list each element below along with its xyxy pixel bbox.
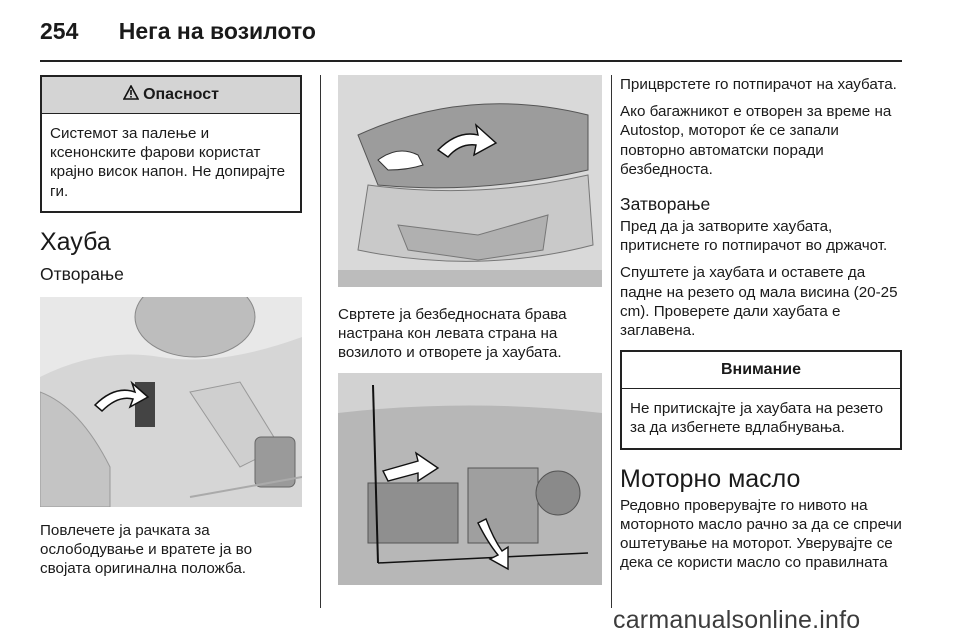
watermark: carmanualsonline.info — [613, 606, 861, 634]
notice-box-header — [622, 352, 900, 389]
header-rule — [40, 60, 902, 62]
col3-paragraph-2: Ако багажникот е отворен за време на Autostop, моторот ќе се запали повторно автоматски поради безбедноста. — [620, 103, 892, 178]
column-3 — [620, 75, 902, 580]
hood-open-illustration — [338, 75, 602, 287]
col2-caption: Свртете ја безбедносната брава настрана кон левата страна на возилото и отворете ја хаубата. — [338, 306, 567, 362]
page-header — [40, 18, 316, 48]
notice-box-title: Внимание — [721, 361, 801, 379]
danger-box-title: Опасност — [143, 86, 219, 103]
notice-box — [620, 350, 902, 449]
column-divider-1 — [320, 75, 321, 608]
oil-section-text: Редовно проверувајте го нивото на моторното масло рачно за да се спречи оштетување на моторот. Уверувајте се дека се користи масло со правилната — [620, 496, 902, 572]
section-title: Хауба — [40, 227, 111, 256]
page-number: 254 — [40, 18, 79, 44]
column-2 — [338, 75, 602, 585]
closing-title: Затворање — [620, 194, 711, 215]
release-lever-illustration — [40, 297, 302, 507]
danger-box — [40, 75, 302, 213]
danger-box-text: Системот за палење и ксенонските фарови користат крајно висок напон. Не допирајте ги. — [50, 125, 286, 200]
danger-box-header — [42, 77, 300, 114]
oil-section-title: Моторно масло — [620, 464, 801, 493]
col3-paragraph-1: Прицврстете го потпирачот на хаубата. — [620, 76, 897, 93]
warning-triangle-icon — [123, 85, 139, 105]
engine-bay-illustration — [338, 373, 602, 585]
chapter-title: Нега на возилото — [118, 18, 316, 44]
notice-box-text: Не притискајте ја хаубата на резето за да избегнете вдлабнувања. — [630, 400, 884, 437]
col1-caption: Повлечете ја рачката за ослободување и вратете ја во својата оригинална положба. — [40, 521, 253, 578]
subsection-title: Отворање — [40, 263, 124, 284]
col3-paragraph-4: Спуштете ја хаубата и оставете да падне на резето од мала висина (20-25 cm). Проверете дали хаубата е заглавена. — [620, 264, 898, 340]
column-divider-2 — [611, 75, 612, 608]
column-1 — [40, 75, 302, 586]
col3-paragraph-3: Пред да ја затворите хаубата, притиснете го потпирачот во држачот. — [620, 218, 888, 255]
